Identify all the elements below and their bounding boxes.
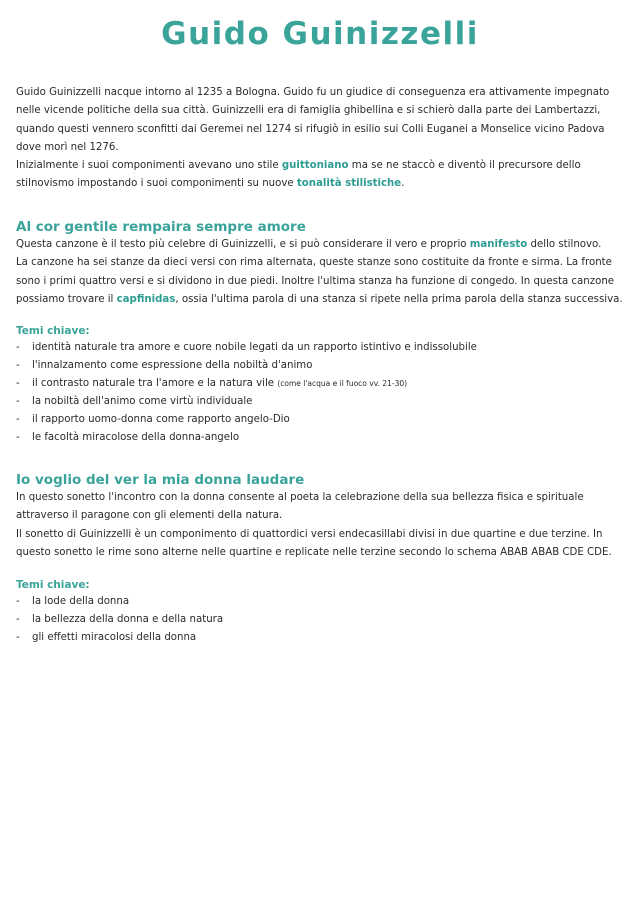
section-paragraph: In questo sonetto l'incontro con la donna consente al poeta la celebrazione della sua bellezza fisica e spirituale attraverso il paragone con gli elementi della natura. (16, 492, 584, 522)
dash-bullet-icon: - (16, 432, 20, 443)
dash-bullet-icon: - (16, 632, 20, 643)
intro-text: Inizialmente i suoi componimenti avevano uno stile (16, 160, 282, 172)
intro-text: ma se ne staccò e diventò il precursore dello stilnovismo impostando i suoi componimenti su nuove (16, 160, 581, 190)
section-text: , ossia l'ultima parola di una stanza si ripete nella prima parola della stanza successiva. (175, 293, 623, 305)
list-item: - la nobiltà dell'animo come virtù individuale (16, 393, 626, 411)
themes-list (16, 339, 626, 447)
section-paragraph (16, 254, 626, 309)
section-text: Questa canzone è il testo più celebre di Guinizzelli, e si può considerare il vero e proprio (16, 239, 470, 250)
section-canzone (16, 219, 626, 309)
intro-section (16, 84, 626, 194)
highlight-capfinidas: capfinidas (116, 293, 176, 305)
section-paragraph: Il sonetto di Guinizzelli è un componimento di quattordici versi endecasillabi divisi in due quartine e due terzine. In questo sonetto le rime sono alterne nelle quartine e replicate nelle terzine secondo lo schema ABAB ABAB CDE CDE. (16, 528, 612, 558)
theme-note: (come l'acqua e il fuoco vv. 21-30) (277, 379, 408, 388)
section-text: dello stilnovo. (527, 239, 602, 250)
themes-heading: Temi chiave: (16, 325, 90, 337)
highlight-tonalita: tonalità stilistiche (296, 178, 402, 190)
dash-bullet-icon: - (16, 396, 20, 407)
section-heading: Io voglio del ver la mia donna laudare (16, 472, 305, 488)
dash-bullet-icon: - (16, 360, 20, 371)
list-item: - gli effetti miracolosi della donna (16, 629, 626, 647)
themes-heading: Temi chiave: (16, 579, 90, 591)
section-paragraph (16, 236, 626, 254)
list-item: - le facoltà miracolose della donna-angelo (16, 429, 626, 447)
page-title: Guido Guinizzelli (161, 16, 479, 52)
list-item: - il rapporto uomo-donna come rapporto angelo-Dio (16, 411, 626, 429)
intro-text: . (401, 178, 405, 190)
section-text: La canzone ha sei stanze da dieci versi con rima alternata, queste stanze sono costituite da fronte e sirma. La fronte sono i primi quattro versi e si dividono in due piedi. Inoltre l'ultima stanza ha funzione di congedo. In questa canzone possiamo trovare il (16, 257, 615, 305)
section-heading: Al cor gentile rempaira sempre amore (16, 219, 306, 235)
highlight-manifesto: manifesto (469, 239, 528, 250)
themes-section-1 (16, 324, 626, 447)
section-sonetto (16, 472, 626, 562)
themes-section-2 (16, 578, 626, 647)
dash-bullet-icon: - (16, 596, 20, 607)
list-item: - la bellezza della donna e della natura (16, 611, 626, 629)
themes-list (16, 593, 626, 647)
intro-paragraph-style (16, 157, 626, 194)
list-item: - il contrasto naturale tra l'amore e la natura vile (come l'acqua e il fuoco vv. 21-30) (16, 375, 626, 393)
dash-bullet-icon: - (16, 614, 20, 625)
intro-paragraph-biography: Guido Guinizzelli nacque intorno al 1235 a Bologna. Guido fu un giudice di conseguenza era attivamente impegnato nelle vicende politiche della sua città. Guinizzelli era di famiglia ghibellina e si schierò dalla parte dei Lambertazzi, quando questi vennero sconfitti dai Geremei nel 1274 si rifugiò in esilio sui Colli Euganei a Monselice vicino Padova dove morì nel 1276. (16, 87, 610, 153)
highlight-guittoniano: guittoniano (281, 160, 349, 172)
list-item: - la lode della donna (16, 593, 626, 611)
list-item: - identità naturale tra amore e cuore nobile legati da un rapporto istintivo e indissolubile (16, 339, 626, 357)
dash-bullet-icon: - (16, 378, 20, 389)
list-item: - l'innalzamento come espressione della nobiltà d'animo (16, 357, 626, 375)
dash-bullet-icon: - (16, 414, 20, 425)
dash-bullet-icon: - (16, 342, 20, 353)
